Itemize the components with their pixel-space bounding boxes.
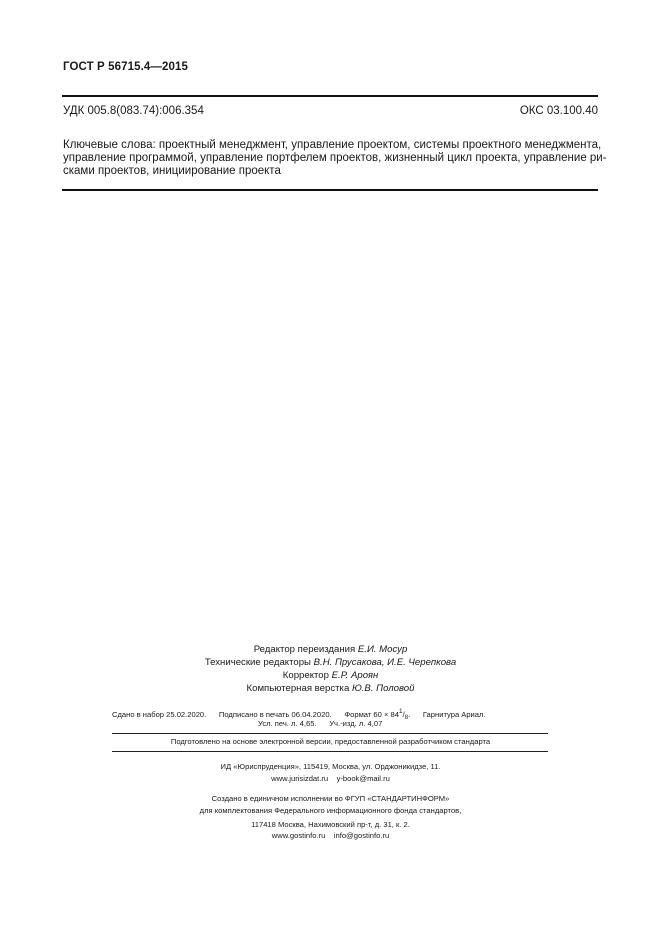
keywords-divider [62, 189, 598, 191]
sheets-row [258, 719, 382, 728]
print-divider [112, 733, 548, 734]
prepared-divider [112, 751, 548, 752]
producer-contacts [0, 831, 661, 840]
printed-sheets: Усл. печ. л. 4,65. [258, 719, 317, 728]
layout-credit: Компьютерная верстка Ю.В. Половой [246, 683, 415, 695]
producer-site-link[interactable]: www.gostinfo.ru [271, 831, 326, 840]
producer-address: 117418 Москва, Нахимовский пр-т, д. 31, к. 2. [251, 820, 410, 829]
header-divider [62, 95, 598, 97]
udk-code: УДК 005.8(083.74):006.354 [63, 105, 204, 117]
signed-date: Подписано в печать 06.04.2020. [218, 710, 332, 719]
producer-email-link[interactable]: info@gostinfo.ru [333, 831, 390, 840]
keywords-line: Ключевые слова: проектный менеджмент, управление проектом, системы проектного менеджмента, [63, 139, 602, 151]
editor-credit: Редактор переиздания Е.И. Мосур [253, 644, 408, 655]
publisher-email-link[interactable]: y-book@mail.ru [336, 774, 390, 783]
publishing-sheets: Уч.-изд. л. 4,07 [329, 719, 383, 728]
corrector-credit: Корректор Е.Р. Ароян [282, 670, 379, 682]
oks-code: ОКС 03.100.40 [519, 105, 598, 117]
typeface: Гарнитура Ариал. [422, 710, 486, 719]
paper-format: Формат $60 \times 841/_8$. [344, 708, 411, 721]
keywords-line: сками проектов, инициирование проекта [63, 164, 281, 177]
publisher-contacts [0, 774, 661, 783]
prepared-note: Подготовлено на основе электронной версии, предоставленной разработчиком стандарта [170, 737, 491, 746]
standard-number: ГОСТ Р 56715.4—2015 [63, 61, 188, 73]
sent-date: Сдано в набор 25.02.2020. [112, 710, 207, 719]
keywords-block [63, 139, 607, 177]
publisher-site-link[interactable]: www.jurisizdat.ru [271, 774, 329, 783]
publisher-line: ИД «Юриспруденция», 115419, Москва, ул. Орджоникидзе, 11. [220, 762, 441, 771]
keywords-line: управление программой, управление портфелем проектов, жизненный цикл проекта, управление ри- [63, 151, 607, 164]
tech-editors-credit: Технические редакторы В.Н. Прусакова, И.Е. Черепкова [204, 657, 457, 669]
producer-line: для комплектования Федерального информационного фонда стандартов, [199, 806, 462, 815]
credits-block [0, 643, 661, 695]
producer-line: Создано в единичном исполнении во ФГУП «СТАНДАРТИНФОРМ» [211, 794, 450, 803]
